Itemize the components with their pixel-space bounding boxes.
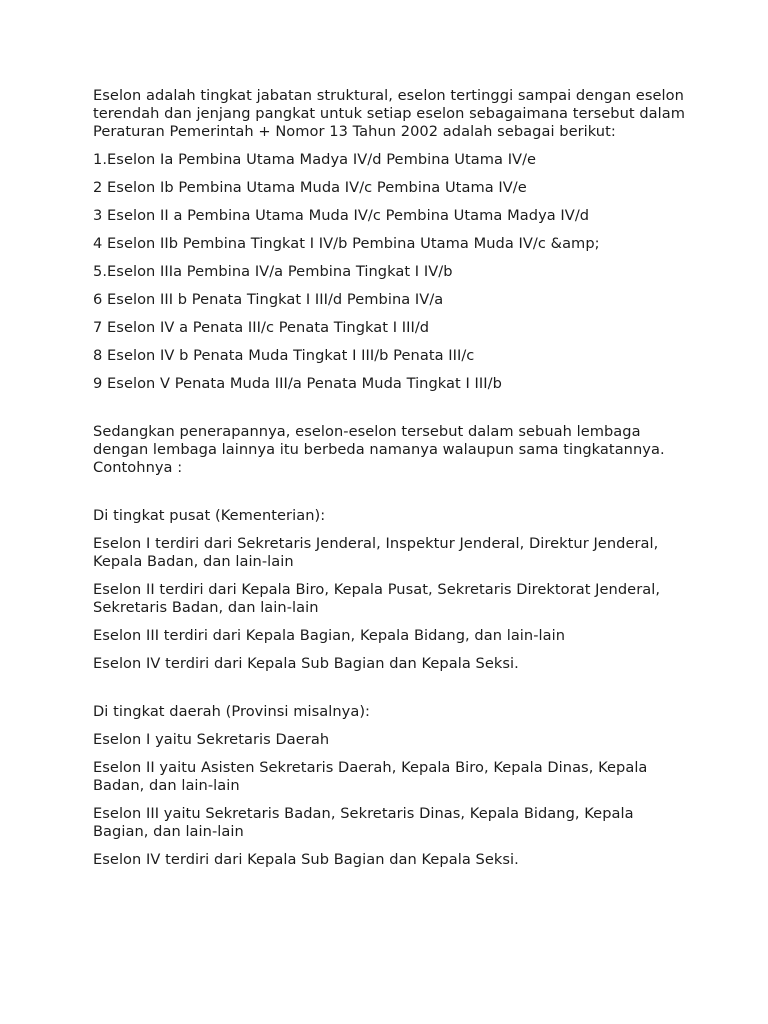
central-heading: Di tingkat pusat (Kementerian): [93, 507, 326, 524]
list-item: 6 Eselon III b Penata Tingkat I III/d Pembina IV/a [93, 291, 444, 308]
regional-item: Eselon III yaitu Sekretaris Badan, Sekretaris Dinas, Kepala Bidang, Kepala Bagian, dan lain-lain [93, 805, 634, 840]
intro-paragraph: Eselon adalah tingkat jabatan struktural, eselon tertinggi sampai dengan eselon terendah dan jenjang pangkat untuk setiap eselon sebagaimana tersebut dalam Peraturan Pemerintah + Nomor 13 Tahun 2002 adalah sebagai berikut: [93, 87, 686, 140]
list-item: 7 Eselon IV a Penata III/c Penata Tingkat I III/d [93, 319, 430, 336]
list-item: 3 Eselon II a Pembina Utama Muda IV/c Pembina Utama Madya IV/d [93, 207, 590, 224]
list-item: 4 Eselon IIb Pembina Tingkat I IV/b Pembina Utama Muda IV/c &amp; [93, 235, 600, 252]
document-body [93, 87, 693, 879]
regional-heading: Di tingkat daerah (Provinsi misalnya): [93, 703, 371, 720]
eselon-list [93, 151, 693, 393]
list-item: 2 Eselon Ib Pembina Utama Muda IV/c Pembina Utama IV/e [93, 179, 527, 196]
regional-item: Eselon II yaitu Asisten Sekretaris Daerah, Kepala Biro, Kepala Dinas, Kepala Badan, dan lain-lain [93, 759, 648, 794]
central-item: Eselon IV terdiri dari Kepala Sub Bagian dan Kepala Seksi. [93, 655, 519, 672]
list-item: 8 Eselon IV b Penata Muda Tingkat I III/b Penata III/c [93, 347, 475, 364]
central-item: Eselon III terdiri dari Kepala Bagian, Kepala Bidang, dan lain-lain [93, 627, 566, 644]
regional-item: Eselon IV terdiri dari Kepala Sub Bagian dan Kepala Seksi. [93, 851, 519, 868]
regional-item: Eselon I yaitu Sekretaris Daerah [93, 731, 330, 748]
central-item: Eselon II terdiri dari Kepala Biro, Kepala Pusat, Sekretaris Direktorat Jenderal, Sekretaris Badan, dan lain-lain [93, 581, 661, 616]
list-item: 5.Eselon IIIa Pembina IV/a Pembina Tingkat I IV/b [93, 263, 453, 280]
list-item: 9 Eselon V Penata Muda III/a Penata Muda Tingkat I III/b [93, 375, 502, 392]
list-item: 1.Eselon Ia Pembina Utama Madya IV/d Pembina Utama IV/e [93, 151, 537, 168]
central-item: Eselon I terdiri dari Sekretaris Jenderal, Inspektur Jenderal, Direktur Jenderal, Kepala Badan, dan lain-lain [93, 535, 659, 570]
application-paragraph: Sedangkan penerapannya, eselon-eselon tersebut dalam sebuah lembaga dengan lembaga lainnya itu berbeda namanya walaupun sama tingkatannya. Contohnya : [93, 423, 665, 476]
